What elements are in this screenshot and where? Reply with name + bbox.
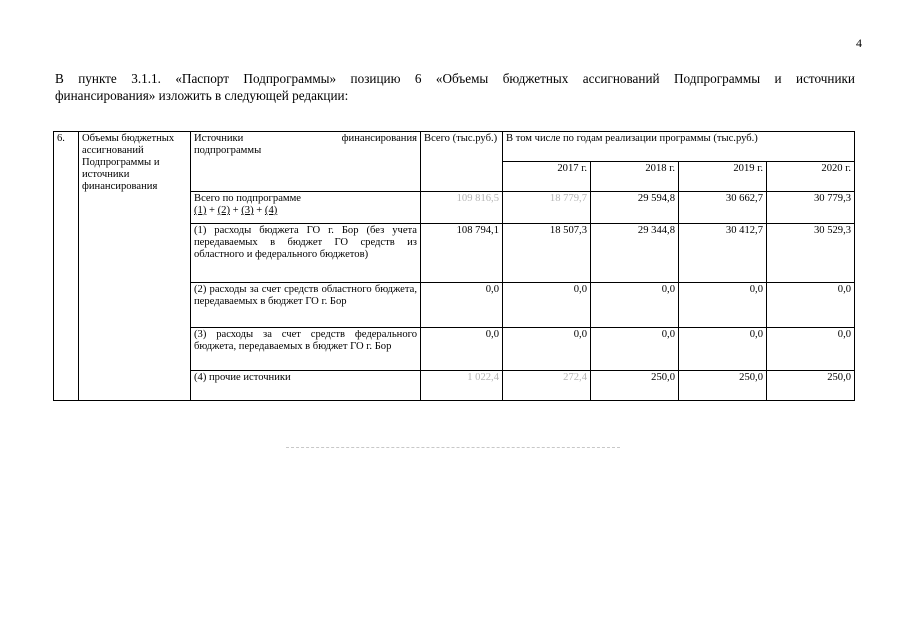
row-total-value: 109 816,5	[421, 192, 503, 224]
intro-line-2: финансирования» изложить в следующей редакции:	[55, 88, 349, 103]
row-title-cell: Объемы бюджетных ассигнований Подпрограммы и источники финансирования	[79, 132, 191, 401]
row-total-2018: 29 594,8	[591, 192, 679, 224]
row-1-2019: 30 412,7	[679, 224, 767, 283]
row-4-label: (4) прочие источники	[191, 371, 421, 401]
row-3-2018: 0,0	[591, 328, 679, 371]
row-total-label-line1: Всего по подпрограмме	[194, 193, 302, 204]
formula-term: (1)	[194, 205, 207, 216]
passport-table	[53, 131, 855, 401]
header-year-2019: 2019 г.	[679, 162, 767, 192]
row-2-total: 0,0	[421, 283, 503, 328]
row-1-2020: 30 529,3	[767, 224, 855, 283]
header-source-word1: Источники	[194, 133, 244, 144]
row-3-2017: 0,0	[503, 328, 591, 371]
header-year-2018: 2018 г.	[591, 162, 679, 192]
header-year-2017: 2017 г.	[503, 162, 591, 192]
formula-term: (2)	[217, 205, 230, 216]
row-3-total: 0,0	[421, 328, 503, 371]
row-2-label: (2) расходы за счет средств областного бюджета, передаваемых в бюджет ГО г. Бор	[191, 283, 421, 328]
formula-term: (3)	[241, 205, 254, 216]
row-3-2020: 0,0	[767, 328, 855, 371]
row-4-2017: 272,4	[503, 371, 591, 401]
row-2-2019: 0,0	[679, 283, 767, 328]
row-2-2018: 0,0	[591, 283, 679, 328]
row-2-2017: 0,0	[503, 283, 591, 328]
header-years-cell: В том числе по годам реализации программы (тыс.руб.)	[503, 132, 855, 162]
row-2-2020: 0,0	[767, 283, 855, 328]
intro-paragraph	[55, 70, 855, 104]
row-number-cell: 6.	[54, 132, 79, 401]
row-1-label: (1) расходы бюджета ГО г. Бор (без учета передаваемых в бюджет ГО средств из областного и федерального бюджетов)	[191, 224, 421, 283]
header-source-word2: финансирования	[341, 133, 417, 144]
row-total-2020: 30 779,3	[767, 192, 855, 224]
page-number: 4	[856, 36, 862, 50]
row-1-total: 108 794,1	[421, 224, 503, 283]
header-source-cell	[191, 132, 421, 192]
intro-line-1: В пункте 3.1.1. «Паспорт Подпрограммы» позицию 6 «Объемы бюджетных ассигнований Подпрограммы и источники	[55, 71, 855, 86]
row-1-2017: 18 507,3	[503, 224, 591, 283]
row-1-2018: 29 344,8	[591, 224, 679, 283]
row-total-label	[191, 192, 421, 224]
row-4-2018: 250,0	[591, 371, 679, 401]
row-4-2020: 250,0	[767, 371, 855, 401]
row-4-2019: 250,0	[679, 371, 767, 401]
row-3-label: (3) расходы за счет средств федерального бюджета, передаваемых в бюджет ГО г. Бор	[191, 328, 421, 371]
row-4-total: 1 022,4	[421, 371, 503, 401]
row-total-formula: (1) + (2) + (3) + (4)	[194, 205, 278, 216]
row-3-2019: 0,0	[679, 328, 767, 371]
row-total-2019: 30 662,7	[679, 192, 767, 224]
separator-line	[286, 447, 620, 448]
header-source-line2: подпрограммы	[194, 145, 262, 156]
formula-term: (4)	[264, 205, 278, 216]
header-total-cell: Всего (тыс.руб.)	[421, 132, 503, 192]
row-total-2017: 18 779,7	[503, 192, 591, 224]
header-year-2020: 2020 г.	[767, 162, 855, 192]
